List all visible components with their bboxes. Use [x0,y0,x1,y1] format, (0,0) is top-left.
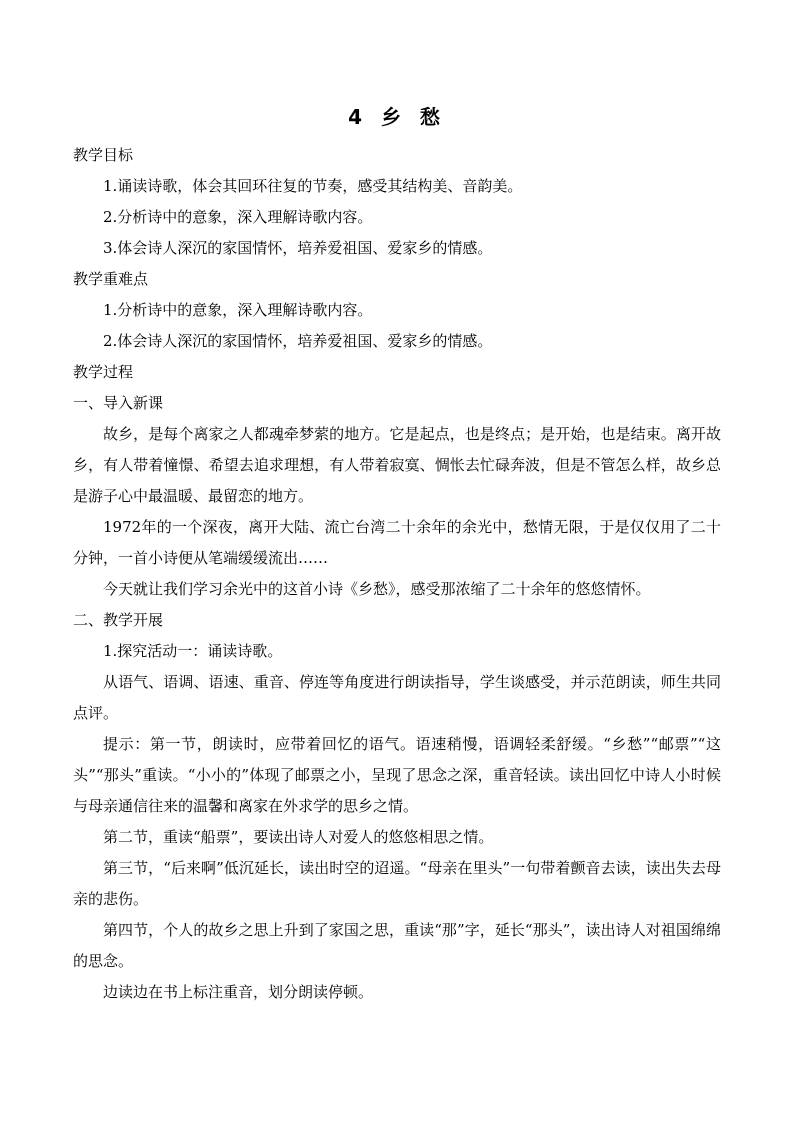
keypoints-heading: 教学重难点 [73,270,149,288]
paragraph: 第二节，重读“船票”，要读出诗人对爱人的悠悠相思之情。 [103,828,494,846]
keypoint-item: 1.分析诗中的意象，深入理解诗歌内容。 [103,301,373,319]
objective-item: 3.体会诗人深沉的家国情怀，培养爱祖国、爱家乡的情感。 [103,239,493,257]
paragraph: 第四节，个人的故乡之思上升到了家国之思，重读“那”字，延长“那头”，读出诗人对祖国绵绵的思念。 [73,921,721,970]
process-heading: 教学过程 [73,363,134,381]
paragraph: 边读边在书上标注重音，划分朗读停顿。 [103,983,374,1001]
paragraph: 1.探究活动一：诵读诗歌。 [103,642,283,660]
document-body [73,140,721,1008]
part1-heading: 一、导入新课 [73,394,164,412]
objective-item: 1.诵读诗歌，体会其回环往复的节奏，感受其结构美、音韵美。 [103,177,523,195]
paragraph: 从语气、语调、语速、重音、停连等角度进行朗读指导，学生谈感受，并示范朗读，师生共同点评。 [73,673,721,722]
paragraph: 1972年的一个深夜，离开大陆、流亡台湾二十余年的余光中，愁情无限，于是仅仅用了二十分钟，一首小诗便从笔端缓缓流出…… [73,518,721,567]
document-title: 4 乡 愁 [348,105,446,129]
part2-heading: 二、教学开展 [73,611,164,629]
keypoint-item: 2.体会诗人深沉的家国情怀，培养爱祖国、爱家乡的情感。 [103,332,493,350]
paragraph: 提示：第一节，朗读时，应带着回忆的语气。语速稍慢，语调轻柔舒缓。“乡愁”“邮票”“这头”“那头”重读。“小小的”体现了邮票之小，呈现了思念之深，重音轻读。读出回忆中诗人小时候与母亲通信往来的温馨和离家在外求学的思乡之情。 [73,735,721,815]
paragraph: 第三节，“后来啊”低沉延长，读出时空的迢遥。“母亲在里头”一句带着颤音去读，读出失去母亲的悲伤。 [73,859,721,908]
objectives-heading: 教学目标 [73,146,134,164]
objective-item: 2.分析诗中的意象，深入理解诗歌内容。 [103,208,373,226]
paragraph: 今天就让我们学习余光中的这首小诗《乡愁》，感受那浓缩了二十余年的悠悠情怀。 [103,580,651,598]
paragraph: 故乡，是每个离家之人都魂牵梦萦的地方。它是起点，也是终点；是开始，也是结束。离开故乡，有人带着憧憬、希望去追求理想，有人带着寂寞、惆怅去忙碌奔波，但是不管怎么样，故乡总是游子心中最温暖、最留恋的地方。 [73,425,721,505]
